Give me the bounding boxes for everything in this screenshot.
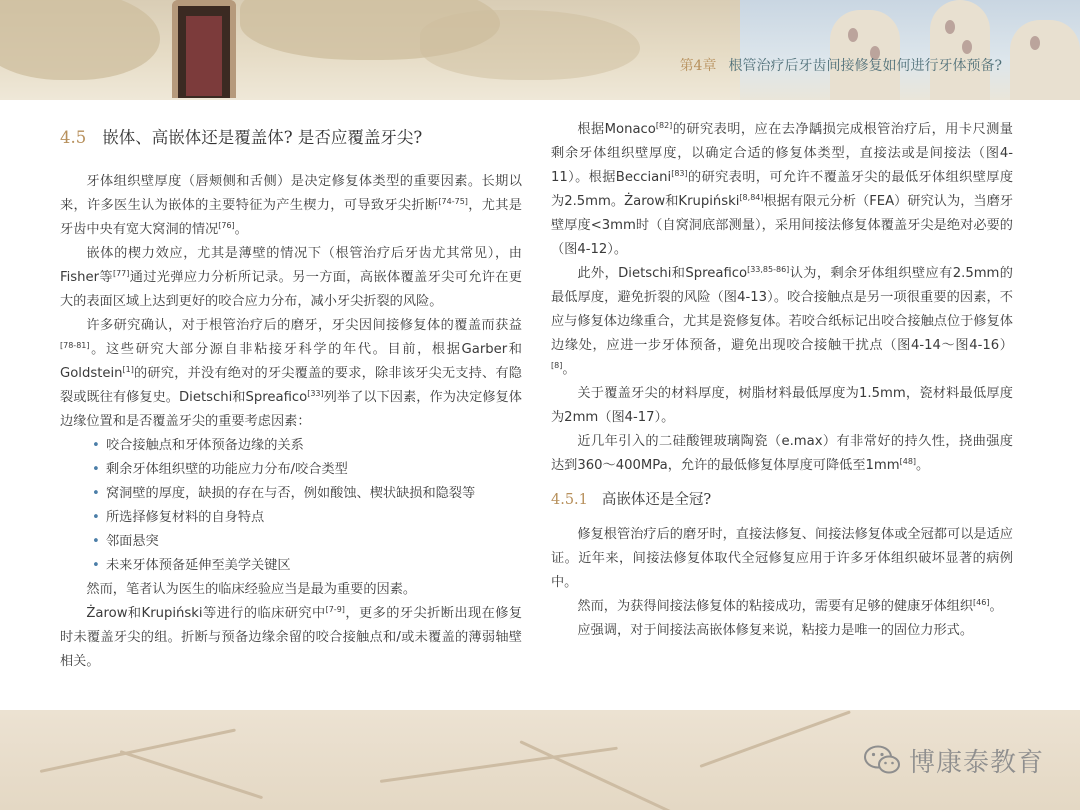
list-item: • 剩余牙体组织壁的功能应力分布/咬合类型 — [92, 458, 522, 482]
banner-stone-texture — [420, 10, 640, 80]
paragraph: 关于覆盖牙尖的材料厚度，树脂材料最低厚度为1.5mm，瓷材料最低厚度为2mm（图4-17）。 — [551, 386, 1013, 425]
citation: [76] — [218, 221, 235, 230]
list-item: • 邻面悬突 — [92, 530, 522, 554]
chapter-number: 第4章 — [679, 58, 717, 74]
citation: [46] — [973, 598, 990, 607]
chapter-title-text: 根管治疗后牙齿间接修复如何进行牙体预备? — [728, 58, 1002, 74]
list-item: • 咬合接触点和牙体预备边缘的关系 — [92, 434, 522, 458]
footer-banner — [0, 710, 1080, 810]
citation: [77] — [112, 269, 130, 278]
branch-decoration — [699, 710, 850, 768]
list-item: • 窝洞壁的厚度，缺损的存在与否，例如酸蚀、楔状缺损和隐裂等 — [92, 482, 522, 506]
banner-chimney — [930, 0, 990, 100]
section-heading — [60, 118, 522, 158]
header-banner — [0, 0, 1080, 100]
paragraph: 根据Monaco[82]的研究表明，应在去净龋损完成根管治疗后，用卡尺测量剩余牙体组织壁厚度，以确定合适的修复体类型，直接法或是间接法（图4-11）。根据Becciani[83]的研究表明，可允许不覆盖牙尖的最低牙体组织壁厚度为2.5mm。Żarow和Krupiński[8,84]根据有限元分析（FEA）研究认为，当磨牙壁厚度<3mm时（自窝洞底部测量），采用间接法修复体覆盖牙尖是绝对必要的（图4-12）。 — [551, 121, 1014, 257]
banner-chimney — [1010, 20, 1080, 100]
wechat-icon — [863, 743, 901, 777]
paragraph: 嵌体的楔力效应，尤其是薄壁的情况下（根管治疗后牙齿尤其常见），由Fisher等[77]通过光弹应力分析所记录。另一方面，高嵌体覆盖牙尖可允许在更大的表面区域上达到更好的咬合应力分布，减小牙尖折裂的风险。 — [60, 246, 522, 309]
section-number: 4.5 — [60, 128, 87, 147]
branch-decoration — [380, 747, 618, 783]
list-item: • 未来牙体预备延伸至美学关键区 — [92, 554, 522, 578]
subsection-heading — [551, 481, 1013, 519]
paragraph: Żarow和Krupiński等进行的临床研究中[7-9]，更多的牙尖折断出现在修复时未覆盖牙尖的组。折断与预备边缘余留的咬合接触点和/或未覆盖的薄弱轴壁相关。 — [60, 605, 523, 669]
paragraph: 应强调，对于间接法高嵌体修复来说，粘接力是唯一的固位力形式。 — [577, 623, 974, 638]
citation: [74-75] — [438, 197, 468, 206]
watermark — [863, 740, 1044, 780]
subsection-title: 高嵌体还是全冠? — [601, 492, 712, 508]
paragraph: 近几年引入的二硅酸锂玻璃陶瓷（e.max）有非常好的持久性，挠曲强度达到360～400MPa，允许的最低修复体厚度可降低至1mm[48]。 — [551, 434, 1013, 473]
citation: [8,84] — [739, 193, 764, 202]
citation: [78-81] — [60, 341, 90, 350]
right-column — [551, 118, 1013, 643]
paragraph: 此外，Dietschi和Spreafico[33,85-86]认为，剩余牙体组织壁应有2.5mm的最低厚度，避免折裂的风险（图4-13）。咬合接触点是另一项很重要的因素，不应与修复体边缘重合，尤其是瓷修复体。若咬合纸标记出咬合接触点位于修复体边缘处，应进一步牙体预备，避免出现咬合接触干扰点（图4-14～图4-16）[8]。 — [551, 265, 1013, 377]
citation: [83] — [671, 169, 688, 178]
paragraph: 然而，为获得间接法修复体的粘接成功，需要有足够的健康牙体组织[46]。 — [577, 598, 1003, 614]
list-item: • 所选择修复材料的自身特点 — [92, 506, 522, 530]
paragraph: 然而，笔者认为医生的临床经验应当是最为重要的因素。 — [86, 582, 417, 597]
factor-list — [60, 434, 522, 578]
citation: [1] — [122, 365, 134, 374]
branch-decoration — [120, 750, 264, 799]
paragraph: 许多研究确认，对于根管治疗后的磨牙，牙尖因间接修复体的覆盖而获益[78-81]。这些研究大部分源自非粘接牙科学的年代。目前，根据Garber和Goldstein[1]的研究，并没有绝对的牙尖覆盖的要求，除非该牙尖无支持、有隐裂或既往有修复史。Dietschi和Spreafico[33]列举了以下因素，作为决定修复体边缘位置和是否覆盖牙尖的重要考虑因素： — [60, 318, 522, 429]
branch-decoration — [40, 728, 236, 773]
banner-stone-texture — [0, 0, 160, 80]
banner-window — [172, 0, 236, 98]
citation: [82] — [655, 121, 673, 130]
citation: [48] — [899, 457, 917, 466]
paragraph: 牙体组织壁厚度（唇颊侧和舌侧）是决定修复体类型的重要因素。长期以来，许多医生认为嵌体的主要特征为产生楔力，可导致牙尖折断[74-75]，尤其是牙齿中央有宽大窝洞的情况[76]。 — [60, 174, 522, 237]
paragraph: 修复根管治疗后的磨牙时，直接法修复、间接法修复体或全冠都可以是适应证。近年来，间接法修复体取代全冠修复应用于许多牙体组织破坏显著的病例中。 — [551, 527, 1013, 590]
watermark-text: 博康泰教育 — [908, 747, 1044, 778]
chapter-title — [680, 55, 1002, 75]
citation: [7-9] — [325, 605, 345, 614]
citation: [33,85-86] — [747, 265, 790, 274]
citation: [8] — [551, 361, 563, 370]
citation: [33] — [307, 389, 324, 398]
left-column — [60, 118, 522, 674]
section-title: 嵌体、高嵌体还是覆盖体? 是否应覆盖牙尖? — [102, 128, 423, 147]
subsection-number: 4.5.1 — [551, 492, 588, 508]
